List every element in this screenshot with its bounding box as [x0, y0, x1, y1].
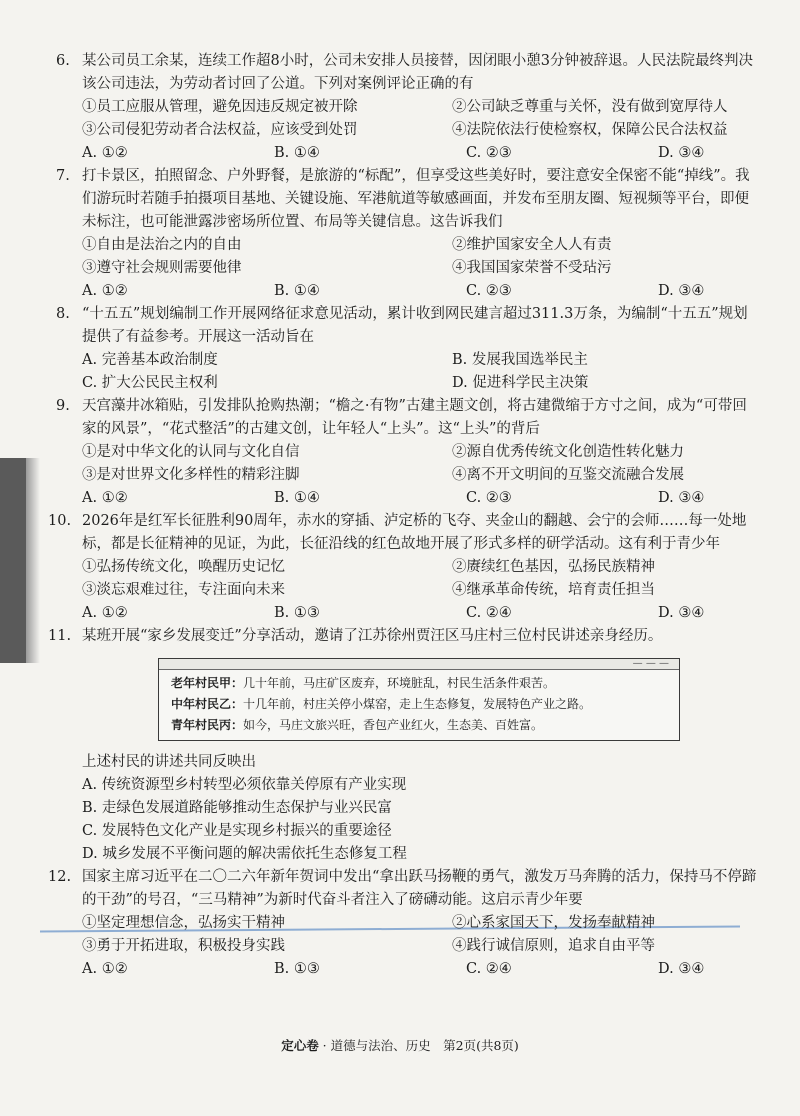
statement: ①自由是法治之内的自由 [82, 237, 242, 253]
choice-a: A. ①② [82, 283, 128, 299]
villager-quote [171, 694, 669, 715]
statement: ④法院依法行使检察权，保障公民合法权益 [452, 122, 728, 138]
question-number: 11. [48, 628, 72, 644]
choice-c: C. ②③ [466, 283, 512, 299]
question-10 [48, 510, 760, 625]
statement: ①坚定理想信念，弘扬实干精神 [82, 915, 285, 931]
villager-quote [171, 715, 669, 736]
choice-b: B. 发展我国选举民主 [452, 352, 588, 368]
footer-text: · 道德与法治、历史 第2页(共8页) [318, 1038, 519, 1053]
choice-d: D. 促进科学民主决策 [452, 375, 589, 391]
question-number: 7. [56, 168, 70, 184]
question-stem: “十五五”规划编制工作开展网络征求意见活动，累计收到网民建言超过311.3万条，为编制“十五五”规划提供了有益参考。开展这一活动旨在 [82, 306, 748, 345]
choice-b: B. ①③ [274, 961, 320, 977]
statement: ②心系家国天下，发扬奉献精神 [452, 915, 655, 931]
page-footer [0, 1036, 800, 1054]
statement: ②维护国家安全人人有责 [452, 237, 612, 253]
question-number: 9. [56, 398, 70, 414]
question-stem: 天宫藻井冰箱贴，引发排队抢购热潮；“檐之·有物”古建主题文创，将古建微缩于方寸之间，成为“可带回家的风景”，“花式整活”的古建文创，让年轻人“上头”。这“上头”的背后 [82, 398, 747, 437]
choice-a: A. 完善基本政治制度 [82, 352, 218, 368]
choice-d: D. ③④ [658, 490, 705, 506]
choice-b: B. ①③ [274, 605, 320, 621]
box-decoration: — — — [632, 658, 669, 669]
question-7 [56, 165, 760, 303]
statement: ②公司缺乏尊重与关怀，没有做到宽厚待人 [452, 99, 728, 115]
choice-c: C. ②④ [466, 961, 512, 977]
statement: ①员工应服从管理，避免因违反规定被开除 [82, 99, 358, 115]
choice-a: A. ①② [82, 490, 128, 506]
statement: ④我国国家荣誉不受玷污 [452, 260, 612, 276]
question-12 [48, 866, 760, 981]
statement: ③公司侵犯劳动者合法权益，应该受到处罚 [82, 122, 358, 138]
question-stem: 某班开展“家乡发展变迁”分享活动，邀请了江苏徐州贾汪区马庄村三位村民讲述亲身经历。 [82, 628, 663, 644]
question-11 [48, 625, 760, 866]
speaker: 青年村民丙： [171, 718, 244, 732]
statement: ②赓续红色基因，弘扬民族精神 [452, 559, 655, 575]
choice-a: A. ①② [82, 145, 128, 161]
statement: ③是对世界文化多样性的精彩注脚 [82, 467, 300, 483]
choice-a: A. ①② [82, 605, 128, 621]
question-9 [56, 395, 760, 510]
question-number: 8. [56, 306, 70, 322]
choice-d: D. 城乡发展不平衡问题的解决需依托生态修复工程 [82, 846, 407, 862]
question-stem: 某公司员工余某，连续工作超8小时，公司未安排人员接替，因闭眼小憩3分钟被辞退。人民法院最终判决该公司违法，为劳动者讨回了公道。下列对案例评论正确的有 [82, 53, 753, 92]
choice-d: D. ③④ [658, 961, 705, 977]
choice-d: D. ③④ [658, 145, 705, 161]
statement: ④践行诚信原则，追求自由平等 [452, 938, 655, 954]
choice-b: B. ①④ [274, 145, 320, 161]
quote-text: 如今，马庄文旅兴旺，香包产业红火，生态美、百姓富。 [243, 718, 544, 732]
quote-text: 几十年前，马庄矿区废弃，环境脏乱，村民生活条件艰苦。 [243, 676, 556, 690]
choice-c: C. ②③ [466, 145, 512, 161]
question-stem: 2026年是红军长征胜利90周年，赤水的穿插、泸定桥的飞夺、夹金山的翻越、会宁的会师……每一处地标，都是长征精神的见证，为此，长征沿线的红色故地开展了形式多样的研学活动。这有利于青少年 [82, 513, 747, 552]
choice-d: D. ③④ [658, 283, 705, 299]
statement: ②源自优秀传统文化创造性转化魅力 [452, 444, 684, 460]
choice-b: B. ①④ [274, 490, 320, 506]
question-number: 12. [48, 869, 72, 885]
choice-c: C. ②③ [466, 490, 512, 506]
speaker: 老年村民甲： [171, 676, 244, 690]
question-8 [56, 303, 760, 395]
villager-quote-box [158, 658, 680, 741]
statement: ③淡忘艰难过往，专注面向未来 [82, 582, 285, 598]
speaker: 中年村民乙： [171, 697, 244, 711]
villager-quote [171, 673, 669, 694]
question-6 [56, 50, 760, 165]
choice-b: B. 走绿色发展道路能够推动生态保护与业兴民富 [82, 800, 392, 816]
scan-shadow [0, 458, 26, 663]
question-number: 10. [48, 513, 72, 529]
quote-text: 十几年前，村庄关停小煤窑，走上生态修复，发展特色产业之路。 [243, 697, 592, 711]
question-stem: 国家主席习近平在二〇二六年新年贺词中发出“拿出跃马扬鞭的勇气，激发万马奔腾的活力，保持马不停蹄的干劲”的号召，“三马精神”为新时代奋斗者注入了磅礴动能。这启示青少年要 [82, 869, 757, 908]
choice-c: C. ②④ [466, 605, 512, 621]
statement: ④离不开文明间的互鉴交流融合发展 [452, 467, 684, 483]
statement: ①弘扬传统文化，唤醒历史记忆 [82, 559, 285, 575]
statement: ③遵守社会规则需要他律 [82, 260, 242, 276]
choice-c: C. 发展特色文化产业是实现乡村振兴的重要途径 [82, 823, 392, 839]
statement: ④继承革命传统，培育责任担当 [452, 582, 655, 598]
choice-a: A. 传统资源型乡村转型必须依靠关停原有产业实现 [82, 777, 407, 793]
choice-b: B. ①④ [274, 283, 320, 299]
scan-shadow-fade [26, 458, 40, 663]
choice-a: A. ①② [82, 961, 128, 977]
choice-c: C. 扩大公民民主权利 [82, 375, 218, 391]
choice-d: D. ③④ [658, 605, 705, 621]
question-number: 6. [56, 53, 70, 69]
question-stem: 打卡景区，拍照留念、户外野餐，是旅游的“标配”，但享受这些美好时，要注意安全保密不能“掉线”。我们游玩时若随手拍摄项目基地、关键设施、军港航道等敏感画面，并发布至朋友圈、短视频等平台，即便未标注，也可能泄露涉密场所位置、布局等关键信息。这告诉我们 [82, 168, 750, 230]
statement: ①是对中华文化的认同与文化自信 [82, 444, 300, 460]
statement: ③勇于开拓进取，积极投身实践 [82, 938, 285, 954]
exam-brand: 定心卷 [281, 1038, 319, 1053]
question-lead: 上述村民的讲述共同反映出 [82, 754, 256, 770]
